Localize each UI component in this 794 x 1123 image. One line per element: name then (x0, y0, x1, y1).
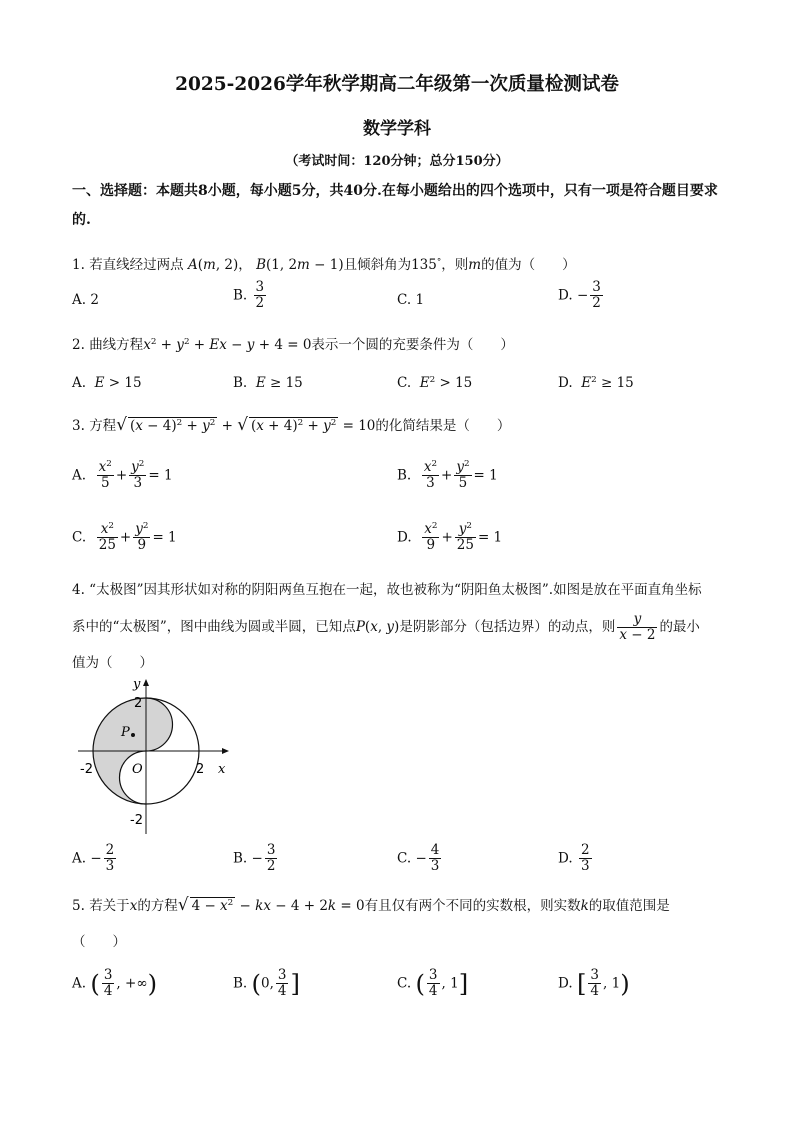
option-c[interactable]: C. − $\frac{4}{3}$ (397, 842, 440, 874)
option-c[interactable]: C. $E^2 > 15$ (397, 375, 473, 391)
option-b[interactable]: B. $\frac{x^2}{3}$ + $\frac{y^2}{5}$ = 1 (397, 459, 498, 491)
option-d[interactable]: D. [ $\frac{3}{4}$ , 1) (558, 967, 630, 999)
math-point-a: A(m, 2) (187, 257, 239, 273)
math-point-p: P(x, y) (355, 619, 400, 635)
math-point-b: B(1, 2m − 1) (256, 257, 344, 273)
math-m: m (468, 257, 482, 273)
option-c[interactable]: C. ( $\frac{3}{4}$ , 1] (397, 967, 469, 999)
point-p-dot (131, 733, 135, 737)
question-2: 2. 曲线方程$x^2 + y^2 + Ex - y + 4 = 0$表示一个圆的充要条件为（ ） (72, 337, 514, 353)
option-b[interactable]: B. E ≥ 15 (233, 375, 303, 391)
option-a[interactable]: A. $\frac{x^2}{5}$ + $\frac{y^2}{3}$ = 1 (72, 459, 173, 491)
option-a[interactable]: A. 2 (72, 292, 99, 308)
question-5-line-2: （ ） (72, 934, 126, 950)
option-c[interactable]: C. 1 (397, 292, 425, 308)
question-4-line-1: 4. “太极图”因其形状如对称的阴阳两鱼互抱在一起，故也被称为“阴阳鱼太极图”.如图是放在平面直角坐标 (72, 582, 702, 598)
tick-label-pos-y: 2 (134, 696, 143, 711)
question-1: 1. 若直线经过两点 A(m, 2)， B(1, 2m − 1)且倾斜角为135°，则m的值为（ ） (72, 257, 576, 273)
question-number: 1. (72, 257, 85, 273)
question-5: 5. 若关于x的方程√ $4 - x^2$ − kx − 4 + 2k = 0有且仅有两个不同的实数根，则实数k的取值范围是 (72, 894, 670, 914)
math-sqrt-1: $(x - 4)^2 + y^2$ (129, 418, 216, 434)
subject-title: 数学学科 (363, 119, 431, 139)
option-b[interactable]: B. (0, $\frac{3}{4}$ ] (233, 967, 300, 999)
question-3: 3. 方程√ $(x - 4)^2 + y^2$ + √ $(x + 4)^2 + y^2 = 10$的化简结果是（ ） (72, 414, 511, 434)
taiji-figure (70, 674, 240, 839)
question-4-line-2: 系中的“太极图”，图中曲线为圆或半圆，已知点P(x, y)是阴影部分（包括边界）的动点，则 $\frac{y}{x - 2}$ 的最小 (72, 611, 700, 643)
option-d[interactable]: D. − $\frac{3}{2}$ (558, 279, 601, 311)
option-d[interactable]: D. $E^2 \ge 15$ (558, 375, 634, 391)
exam-info: （考试时间：120分钟；总分150分） (285, 154, 509, 169)
option-b[interactable]: B. − $\frac{3}{2}$ (233, 842, 276, 874)
section-heading: 一、选择题：本题共8小题，每小题5分，共40分.在每小题给出的四个选项中，只有一项是符合题目要求的. (72, 183, 718, 228)
x-axis-label: x (218, 762, 226, 777)
math-sqrt-2: $(x + 4)^2 + y^2$ (250, 418, 337, 434)
page-title: 2025-2026学年秋学期高二年级第一次质量检测试卷 (175, 74, 619, 95)
option-a[interactable]: A. − $\frac{2}{3}$ (72, 842, 115, 874)
option-c[interactable]: C. $\frac{x^2}{25}$ + $\frac{y^2}{9}$ = 1 (72, 521, 177, 553)
tick-label-neg-x: -2 (80, 762, 93, 777)
option-a[interactable]: A. E > 15 (72, 375, 142, 391)
option-d[interactable]: D. $\frac{x^2}{9}$ + $\frac{y^2}{25}$ = 1 (397, 521, 503, 553)
option-b[interactable]: B. $\frac{3}{2}$ (233, 279, 265, 311)
math-sqrt-q5: $4 - x^2$ (191, 898, 234, 914)
math-angle: 135° (411, 257, 442, 273)
question-4-line-3: 值为（ ） (72, 655, 153, 671)
tick-label-neg-y: -2 (130, 813, 143, 828)
y-axis-label: y (133, 677, 141, 692)
origin-label: O (132, 762, 143, 777)
point-p-label: P (121, 725, 130, 740)
option-a[interactable]: A. ( $\frac{3}{4}$ , +∞) (72, 967, 158, 999)
tick-label-pos-x: 2 (196, 762, 205, 777)
math-circle-eq: $x^2 + y^2 + Ex - y + 4 = 0$ (143, 337, 312, 353)
option-d[interactable]: D. $\frac{2}{3}$ (558, 842, 590, 874)
